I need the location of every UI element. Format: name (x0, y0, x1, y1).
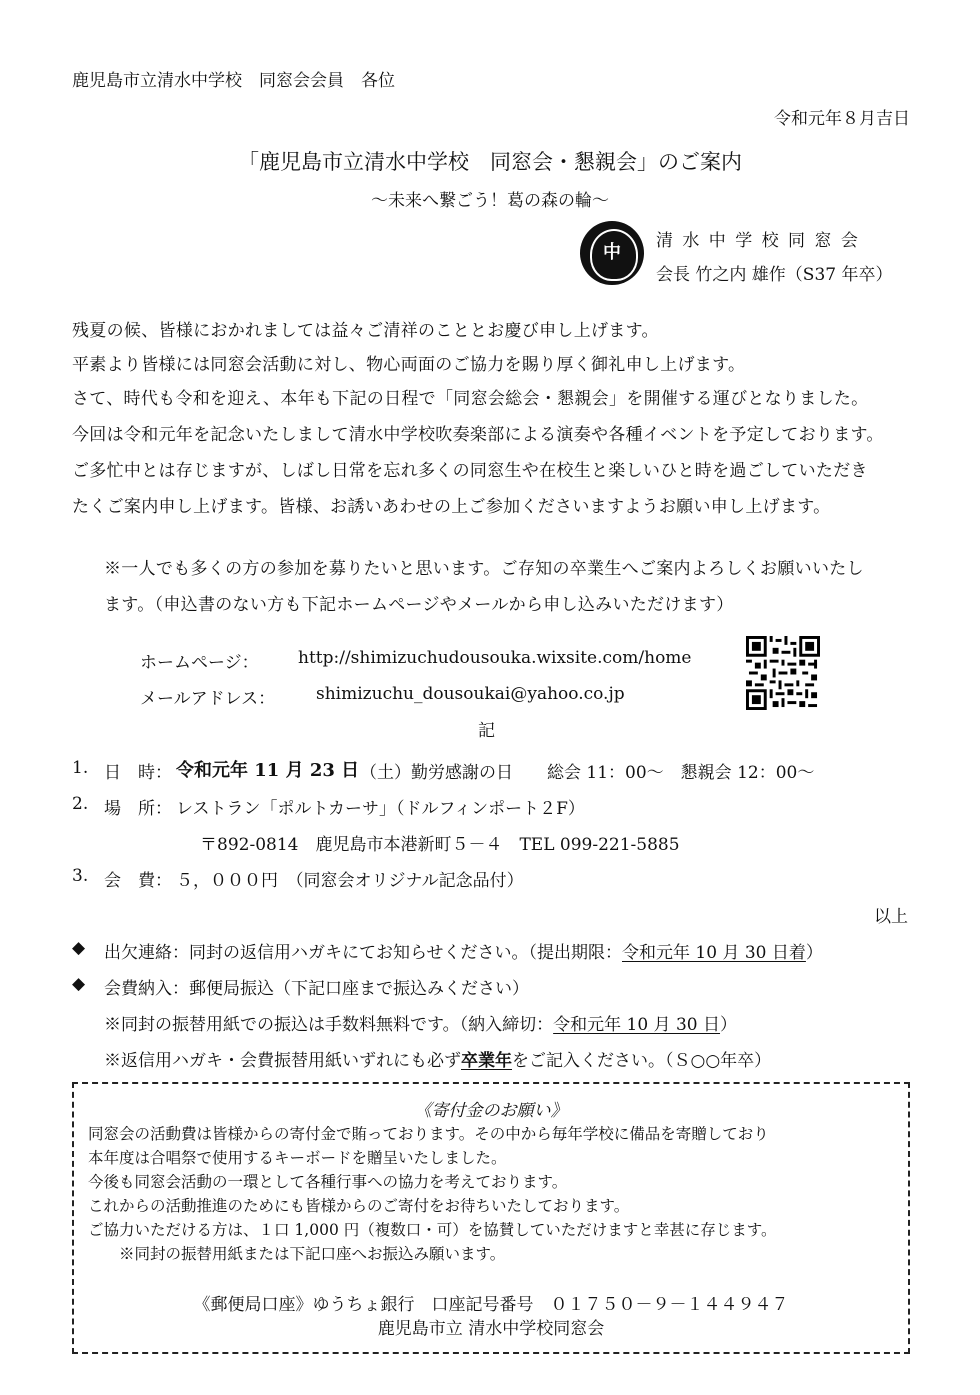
event-fee: ５，０００円 （同窓会オリジナル記念品付） (176, 871, 524, 891)
organization-name: 清 水 中 学 校 同 窓 会 (656, 231, 860, 251)
page-subtitle: 〜未来へ繋ごう！葛の森の輪〜 (371, 191, 609, 211)
item-number: 1. (72, 758, 89, 778)
bullet-icon: ◆ (72, 938, 86, 958)
item-label: 日 時： (104, 763, 172, 783)
payment-deadline: 令和元年 10 月 30 日 (553, 1015, 721, 1035)
bank-account: 《郵便局口座》ゆうちょ銀行 口座記号番号 ０１７５０－９－１４４９４７ (193, 1295, 789, 1315)
body-line: 平素より皆様には同窓会活動に対し、物心両面のご協力を賜り厚く御礼申し上げます。 (72, 355, 746, 375)
body-line: 今回は令和元年を記念いたしまして清水中学校吹奏楽部による演奏や各種イベントを予定しております。 (72, 425, 884, 445)
donation-line: ご協力いただける方は、１口 1,000 円（複数口・可）を協賛していただけますと幸甚に存じます。 (88, 1221, 777, 1239)
donation-line: ※同封の振替用紙または下記口座へお振込み願います。 (88, 1245, 506, 1263)
bullet-icon: ◆ (72, 974, 86, 994)
body-line: さて、時代も令和を迎え、本年も下記の日程で「同窓会総会・懇親会」を開催する運びとなりました。 (72, 389, 869, 409)
donation-line: 同窓会の活動費は皆様からの寄付金で賄っております。その中から毎年学校に備品を寄贈しており (88, 1125, 769, 1143)
page-title: 「鹿児島市立清水中学校 同窓会・懇親会」のご案内 (238, 150, 742, 174)
notice-text: ※返信用ハガキ・会費振替用紙いずれにも必ず (104, 1051, 461, 1071)
body-line: ご多忙中とは存じますが、しばし日常を忘れ多くの同窓生や在校生と楽しいひと時を過ごしていただき (72, 461, 868, 481)
notice-attendance (104, 938, 823, 963)
qr-code-icon[interactable] (746, 636, 820, 710)
emblem-character: 中 (603, 242, 621, 263)
donation-box (72, 1082, 910, 1354)
issue-date: 令和元年８月吉日 (774, 109, 910, 129)
event-place: レストラン「ポルトカーサ」（ドルフィンポート２F） (176, 799, 585, 819)
note-line: ※一人でも多くの方の参加を募りたいと思います。ご存知の卒業生へご案内よろしくお願いいたし (104, 559, 864, 579)
ki-heading: 記 (478, 721, 495, 741)
homepage-link[interactable]: http://shimizuchudousouka.wixsite.com/home (298, 648, 692, 668)
homepage-label: ホームページ： (140, 653, 259, 673)
notice-text: 出欠連絡：同封の返信用ハガキにてお知らせください。（提出期限： (104, 943, 622, 963)
notice-payment: 会費納入：郵便局振込（下記口座まで振込みください） (104, 979, 529, 999)
event-time: （土）勤労感謝の日 総会 11：00〜 懇親会 12：00〜 (360, 763, 815, 783)
body-line: 残夏の候、皆様におかれましては益々ご清祥のこととお慶び申し上げます。 (72, 321, 659, 341)
school-emblem-icon (580, 221, 644, 285)
item-label: 場 所： (104, 799, 172, 819)
grad-year-emphasis: 卒業年 (461, 1051, 512, 1071)
body-line: たくご案内申し上げます。皆様、お誘いあわせの上ご参加くださいますようお願い申し上げます。 (72, 497, 831, 517)
donation-line: 本年度は合唱祭で使用するキーボードを贈呈いたしました。 (88, 1149, 507, 1167)
donation-line: 今後も同窓会活動の一環として各種行事への協力を考えております。 (88, 1173, 568, 1191)
item-number: 2. (72, 794, 89, 814)
donation-title: 《寄付金のお願い》 (414, 1101, 568, 1121)
notice-fee-free (104, 1010, 737, 1035)
president-name: 会長 竹之内 雄作（S37 年卒） (656, 265, 893, 285)
event-address: 〒892-0814 鹿児島市本港新町５－４ TEL 099-221-5885 (200, 835, 680, 855)
notice-text: ※同封の振替用紙での振込は手数料無料です。（納入締切： (104, 1015, 554, 1035)
account-holder: 鹿児島市立 清水中学校同窓会 (377, 1319, 605, 1339)
addressee: 鹿児島市立清水中学校 同窓会会員 各位 (72, 71, 395, 91)
notice-end: ） (720, 1015, 738, 1035)
event-date: 令和元年 11 月 23 日 (176, 760, 360, 781)
ijo-closing: 以上 (874, 907, 908, 927)
email-link[interactable]: shimizuchu_dousoukai@yahoo.co.jp (316, 684, 625, 704)
note-line: ます。（申込書のない方も下記ホームページやメールから申し込みいただけます） (104, 595, 734, 615)
donation-line: これからの活動推進のためにも皆様からのご寄付をお待ちいたしております。 (88, 1197, 630, 1215)
item-number: 3. (72, 866, 89, 886)
reply-deadline: 令和元年 10 月 30 日着 (622, 943, 806, 963)
item-label: 会 費： (104, 871, 172, 891)
notice-grad-year (104, 1046, 771, 1071)
notice-end: ） (805, 943, 823, 963)
email-label: メールアドレス： (140, 689, 276, 709)
notice-end: をご記入ください。（Ｓ○○年卒） (512, 1051, 772, 1071)
